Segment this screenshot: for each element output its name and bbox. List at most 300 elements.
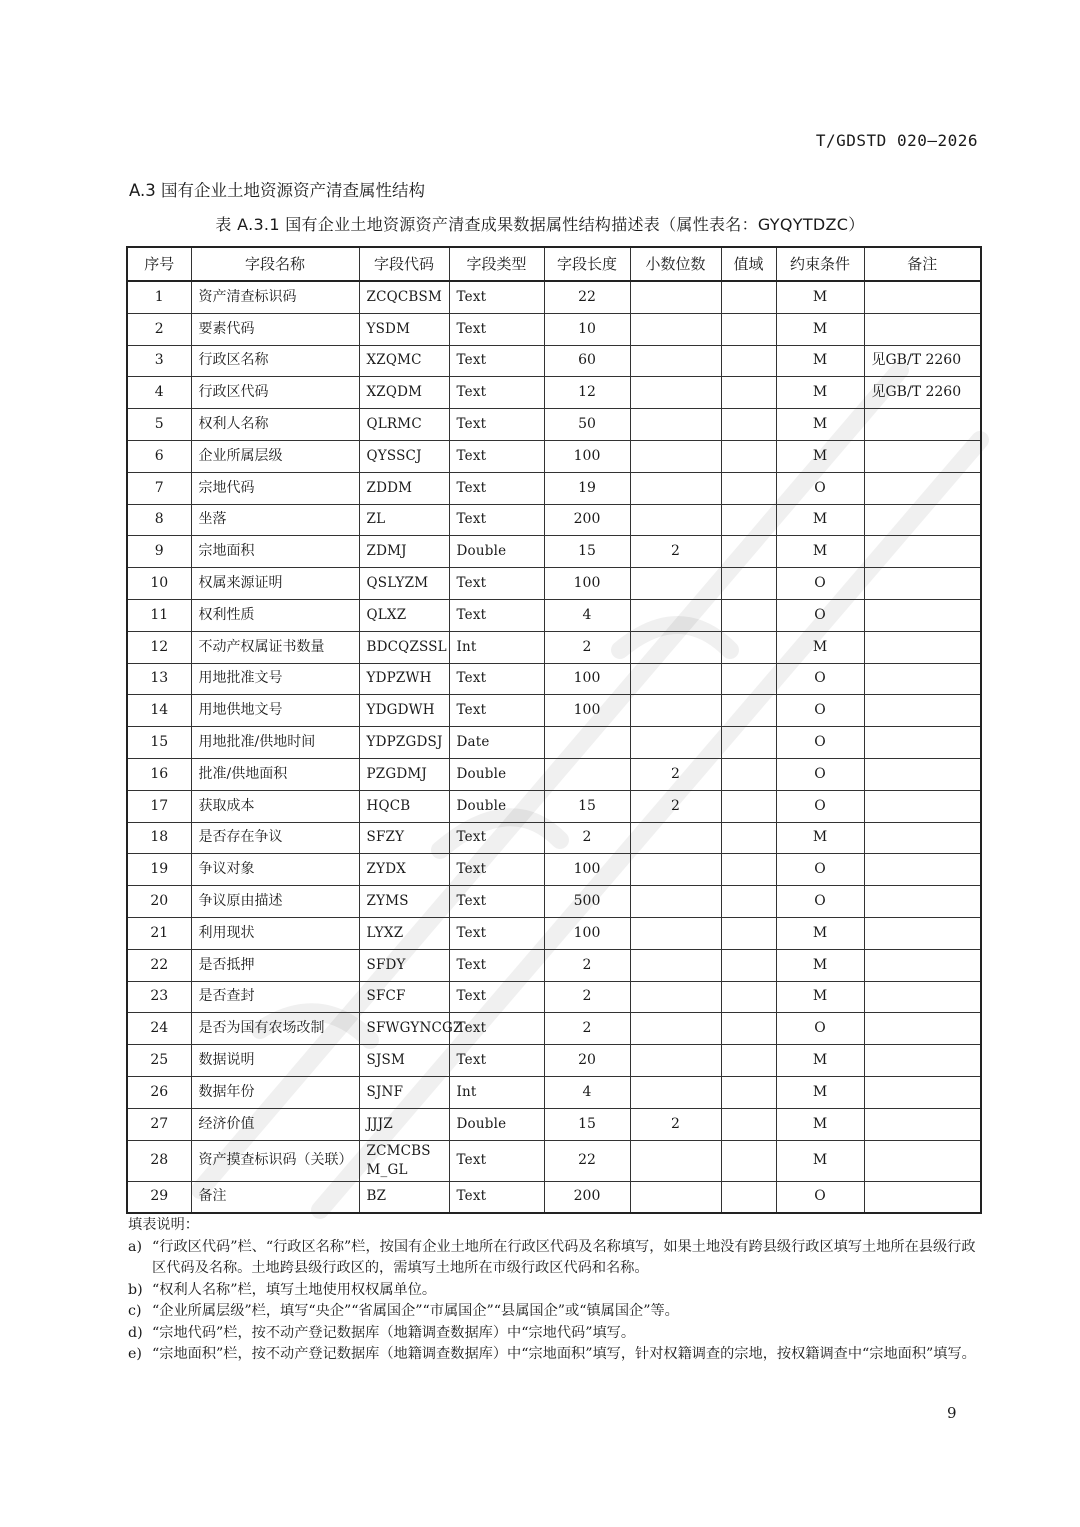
cell-field-name: 是否为国有农场改制 (191, 1013, 359, 1045)
table-row (127, 504, 981, 536)
cell-seq: 22 (127, 949, 191, 981)
cell-range (721, 536, 776, 568)
cell-constraint: M (776, 281, 864, 313)
table-row (127, 568, 981, 600)
cell-range (721, 1013, 776, 1045)
cell-field-code: YDGDWH (359, 695, 449, 727)
cell-field-name: 行政区名称 (191, 345, 359, 377)
cell-decimals (630, 504, 721, 536)
column-header-field-code: 字段代码 (359, 247, 449, 281)
cell-range (721, 631, 776, 663)
cell-field-code: JJJZ (359, 1108, 449, 1140)
cell-constraint: M (776, 1108, 864, 1140)
cell-field-code: SFWGYNCGZ (359, 1013, 449, 1045)
cell-field-type: Int (449, 1076, 544, 1108)
column-header-remark: 备注 (864, 247, 981, 281)
cell-field-code: SFZY (359, 822, 449, 854)
cell-seq: 29 (127, 1181, 191, 1213)
cell-field-type: Int (449, 631, 544, 663)
cell-range (721, 727, 776, 759)
cell-remark (864, 854, 981, 886)
table-row (127, 1076, 981, 1108)
cell-field-type: Text (449, 377, 544, 409)
cell-constraint: O (776, 727, 864, 759)
cell-field-name: 资产清查标识码 (191, 281, 359, 313)
cell-seq: 17 (127, 790, 191, 822)
cell-field-length: 15 (544, 790, 630, 822)
cell-seq: 26 (127, 1076, 191, 1108)
cell-decimals (630, 1045, 721, 1077)
cell-field-name: 数据说明 (191, 1045, 359, 1077)
cell-field-name: 用地批准文号 (191, 663, 359, 695)
table-row (127, 695, 981, 727)
cell-seq: 13 (127, 663, 191, 695)
cell-field-length: 20 (544, 1045, 630, 1077)
cell-remark (864, 1181, 981, 1213)
cell-remark (864, 981, 981, 1013)
cell-constraint: O (776, 599, 864, 631)
cell-decimals (630, 727, 721, 759)
cell-field-name: 是否查封 (191, 981, 359, 1013)
cell-field-name: 权利人名称 (191, 409, 359, 441)
cell-constraint: M (776, 1140, 864, 1181)
cell-constraint: M (776, 504, 864, 536)
cell-field-name: 坐落 (191, 504, 359, 536)
cell-field-type: Text (449, 854, 544, 886)
table-row (127, 758, 981, 790)
cell-seq: 5 (127, 409, 191, 441)
cell-decimals (630, 695, 721, 727)
cell-remark (864, 917, 981, 949)
cell-remark (864, 504, 981, 536)
cell-seq: 24 (127, 1013, 191, 1045)
table-title: 表 A.3.1 国有企业土地资源资产清查成果数据属性结构描述表（属性表名：GYQYTDZC） (215, 215, 865, 234)
table-row (127, 409, 981, 441)
table-row (127, 1045, 981, 1077)
cell-field-length: 100 (544, 917, 630, 949)
note-text: “宗地代码”栏，按不动产登记数据库（地籍调查数据库）中“宗地代码”填写。 (152, 1324, 636, 1341)
cell-remark (864, 1076, 981, 1108)
cell-field-type: Text (449, 663, 544, 695)
cell-field-type: Text (449, 917, 544, 949)
cell-range (721, 409, 776, 441)
cell-constraint: M (776, 1045, 864, 1077)
cell-field-length: 22 (544, 1140, 630, 1181)
cell-seq: 10 (127, 568, 191, 600)
table-row (127, 663, 981, 695)
cell-seq: 18 (127, 822, 191, 854)
cell-field-code: YDPZWH (359, 663, 449, 695)
column-header-field-length: 字段长度 (544, 247, 630, 281)
note-item (128, 1344, 980, 1366)
cell-field-type: Date (449, 727, 544, 759)
cell-field-type: Text (449, 1181, 544, 1213)
cell-field-code: QYSSCJ (359, 440, 449, 472)
cell-constraint: O (776, 1181, 864, 1213)
cell-decimals (630, 854, 721, 886)
cell-field-length: 22 (544, 281, 630, 313)
cell-range (721, 1108, 776, 1140)
cell-field-length: 10 (544, 313, 630, 345)
cell-field-code: LYXZ (359, 917, 449, 949)
cell-seq: 2 (127, 313, 191, 345)
cell-field-name: 是否存在争议 (191, 822, 359, 854)
cell-range (721, 1076, 776, 1108)
cell-decimals (630, 981, 721, 1013)
cell-field-type: Text (449, 1140, 544, 1181)
cell-decimals (630, 949, 721, 981)
note-text: “宗地面积”栏，按不动产登记数据库（地籍调查数据库）中“宗地面积”填写，针对权籍调查的宗地，按权籍调查中“宗地面积”填写。 (152, 1346, 976, 1362)
cell-field-name: 企业所属层级 (191, 440, 359, 472)
cell-field-type: Text (449, 313, 544, 345)
cell-field-length: 60 (544, 345, 630, 377)
cell-field-type: Text (449, 281, 544, 313)
cell-remark (864, 536, 981, 568)
cell-field-type: Text (449, 409, 544, 441)
cell-field-type: Text (449, 949, 544, 981)
document-code: T/GDSTD 020—2026 (815, 131, 978, 150)
cell-range (721, 377, 776, 409)
table-row (127, 917, 981, 949)
cell-remark (864, 631, 981, 663)
cell-seq: 1 (127, 281, 191, 313)
cell-field-length: 50 (544, 409, 630, 441)
cell-field-type: Double (449, 758, 544, 790)
cell-field-length: 4 (544, 599, 630, 631)
note-label: c) (128, 1303, 142, 1319)
column-header-constraint: 约束条件 (776, 247, 864, 281)
cell-field-type: Text (449, 599, 544, 631)
table-body (127, 281, 981, 1213)
cell-field-length: 12 (544, 377, 630, 409)
cell-remark: 见GB/T 2260 (864, 377, 981, 409)
cell-field-name: 要素代码 (191, 313, 359, 345)
table-row (127, 886, 981, 918)
cell-range (721, 854, 776, 886)
cell-range (721, 313, 776, 345)
cell-field-type: Text (449, 472, 544, 504)
cell-field-length: 2 (544, 631, 630, 663)
cell-field-name: 利用现状 (191, 917, 359, 949)
cell-remark (864, 313, 981, 345)
note-item (128, 1237, 980, 1280)
cell-constraint: M (776, 822, 864, 854)
fill-instructions (128, 1215, 980, 1366)
cell-range (721, 345, 776, 377)
cell-seq: 23 (127, 981, 191, 1013)
cell-field-code: SFCF (359, 981, 449, 1013)
cell-field-name: 是否抵押 (191, 949, 359, 981)
cell-decimals (630, 377, 721, 409)
note-item (128, 1301, 980, 1323)
cell-field-length: 2 (544, 949, 630, 981)
cell-field-code: SJSM (359, 1045, 449, 1077)
cell-field-type: Text (449, 504, 544, 536)
cell-field-name: 批准/供地面积 (191, 758, 359, 790)
cell-constraint: M (776, 409, 864, 441)
cell-decimals (630, 822, 721, 854)
cell-range (721, 472, 776, 504)
cell-remark (864, 949, 981, 981)
cell-field-code: YSDM (359, 313, 449, 345)
table-row (127, 631, 981, 663)
cell-remark (864, 1140, 981, 1181)
table-row (127, 536, 981, 568)
column-header-field-type: 字段类型 (449, 247, 544, 281)
cell-range (721, 1140, 776, 1181)
cell-decimals (630, 1013, 721, 1045)
cell-field-code: SJNF (359, 1076, 449, 1108)
cell-remark (864, 663, 981, 695)
cell-field-length: 200 (544, 504, 630, 536)
cell-field-code: XZQDM (359, 377, 449, 409)
cell-constraint: M (776, 440, 864, 472)
cell-field-length: 100 (544, 854, 630, 886)
cell-remark (864, 440, 981, 472)
table-row (127, 440, 981, 472)
cell-decimals (630, 313, 721, 345)
cell-constraint: O (776, 790, 864, 822)
cell-constraint: O (776, 886, 864, 918)
cell-field-type: Text (449, 1013, 544, 1045)
notes-title: 填表说明： (128, 1217, 199, 1233)
cell-seq: 15 (127, 727, 191, 759)
cell-field-code: ZL (359, 504, 449, 536)
cell-field-name: 权利性质 (191, 599, 359, 631)
cell-range (721, 599, 776, 631)
cell-field-code: BZ (359, 1181, 449, 1213)
cell-constraint: O (776, 1013, 864, 1045)
cell-remark (864, 822, 981, 854)
cell-constraint: O (776, 758, 864, 790)
table-row (127, 949, 981, 981)
cell-range (721, 822, 776, 854)
cell-range (721, 949, 776, 981)
cell-range (721, 695, 776, 727)
cell-field-length: 2 (544, 981, 630, 1013)
cell-field-length: 15 (544, 536, 630, 568)
table-row (127, 313, 981, 345)
cell-decimals (630, 599, 721, 631)
note-item (128, 1323, 980, 1345)
cell-seq: 6 (127, 440, 191, 472)
cell-remark (864, 790, 981, 822)
cell-range (721, 981, 776, 1013)
column-header-decimals: 小数位数 (630, 247, 721, 281)
cell-seq: 25 (127, 1045, 191, 1077)
cell-field-name: 权属来源证明 (191, 568, 359, 600)
cell-constraint: O (776, 568, 864, 600)
cell-decimals: 2 (630, 1108, 721, 1140)
cell-seq: 12 (127, 631, 191, 663)
table-row (127, 727, 981, 759)
cell-seq: 7 (127, 472, 191, 504)
cell-remark (864, 281, 981, 313)
cell-constraint: M (776, 1076, 864, 1108)
cell-decimals (630, 917, 721, 949)
cell-decimals: 2 (630, 790, 721, 822)
cell-field-code: ZCMCBSM_GL (359, 1140, 449, 1181)
column-header-field-name: 字段名称 (191, 247, 359, 281)
cell-seq: 21 (127, 917, 191, 949)
cell-constraint: O (776, 854, 864, 886)
cell-field-type: Text (449, 1045, 544, 1077)
cell-field-name: 用地批准/供地时间 (191, 727, 359, 759)
cell-decimals (630, 472, 721, 504)
table-row (127, 1013, 981, 1045)
cell-decimals (630, 409, 721, 441)
cell-field-length: 15 (544, 1108, 630, 1140)
cell-field-name: 数据年份 (191, 1076, 359, 1108)
note-label: e) (128, 1346, 142, 1362)
cell-decimals (630, 631, 721, 663)
cell-decimals (630, 1181, 721, 1213)
cell-constraint: O (776, 695, 864, 727)
cell-constraint: M (776, 631, 864, 663)
cell-remark (864, 695, 981, 727)
cell-decimals (630, 568, 721, 600)
cell-range (721, 790, 776, 822)
cell-field-code: ZDMJ (359, 536, 449, 568)
cell-field-length: 100 (544, 663, 630, 695)
cell-field-code: PZGDMJ (359, 758, 449, 790)
cell-field-type: Text (449, 345, 544, 377)
cell-remark (864, 1045, 981, 1077)
cell-field-code: SFDY (359, 949, 449, 981)
table-row (127, 472, 981, 504)
table-row (127, 790, 981, 822)
cell-field-name: 用地供地文号 (191, 695, 359, 727)
cell-range (721, 917, 776, 949)
cell-constraint: M (776, 345, 864, 377)
cell-seq: 8 (127, 504, 191, 536)
cell-remark (864, 568, 981, 600)
cell-constraint: O (776, 663, 864, 695)
cell-field-length: 500 (544, 886, 630, 918)
cell-field-length (544, 758, 630, 790)
cell-field-name: 宗地代码 (191, 472, 359, 504)
cell-field-length: 100 (544, 568, 630, 600)
cell-field-name: 宗地面积 (191, 536, 359, 568)
cell-field-type: Text (449, 886, 544, 918)
cell-decimals: 2 (630, 758, 721, 790)
cell-field-name: 获取成本 (191, 790, 359, 822)
cell-decimals (630, 886, 721, 918)
cell-seq: 16 (127, 758, 191, 790)
cell-seq: 28 (127, 1140, 191, 1181)
cell-field-type: Text (449, 695, 544, 727)
cell-range (721, 440, 776, 472)
cell-seq: 9 (127, 536, 191, 568)
table-row (127, 345, 981, 377)
table-row (127, 1108, 981, 1140)
table-row (127, 981, 981, 1013)
note-label: b) (128, 1281, 143, 1298)
cell-field-code: ZYDX (359, 854, 449, 886)
cell-field-code: ZCQCBSM (359, 281, 449, 313)
cell-field-code: ZDDM (359, 472, 449, 504)
cell-field-name: 不动产权属证书数量 (191, 631, 359, 663)
cell-field-length: 200 (544, 1181, 630, 1213)
cell-field-type: Double (449, 1108, 544, 1140)
table-row (127, 599, 981, 631)
cell-field-length: 2 (544, 822, 630, 854)
cell-constraint: M (776, 917, 864, 949)
cell-field-name: 资产摸查标识码（关联） (191, 1140, 359, 1181)
cell-constraint: M (776, 536, 864, 568)
cell-field-type: Text (449, 822, 544, 854)
cell-seq: 4 (127, 377, 191, 409)
table-header-row (127, 247, 981, 281)
cell-field-length: 4 (544, 1076, 630, 1108)
cell-range (721, 758, 776, 790)
cell-remark (864, 1013, 981, 1045)
column-header-range: 值域 (721, 247, 776, 281)
cell-constraint: O (776, 472, 864, 504)
cell-field-name: 争议原由描述 (191, 886, 359, 918)
note-label: a) (128, 1238, 142, 1255)
cell-field-length: 19 (544, 472, 630, 504)
cell-range (721, 663, 776, 695)
cell-field-name: 备注 (191, 1181, 359, 1213)
cell-range (721, 886, 776, 918)
cell-field-code: ZYMS (359, 886, 449, 918)
note-label: d) (128, 1324, 143, 1341)
cell-constraint: M (776, 981, 864, 1013)
cell-remark: 见GB/T 2260 (864, 345, 981, 377)
table-row (127, 1140, 981, 1181)
table-row (127, 1181, 981, 1213)
cell-field-name: 经济价值 (191, 1108, 359, 1140)
attribute-table (126, 246, 982, 1214)
cell-range (721, 1045, 776, 1077)
cell-decimals (630, 281, 721, 313)
cell-field-name: 争议对象 (191, 854, 359, 886)
cell-decimals: 2 (630, 536, 721, 568)
cell-field-code: QLRMC (359, 409, 449, 441)
cell-decimals (630, 1140, 721, 1181)
cell-range (721, 568, 776, 600)
cell-seq: 14 (127, 695, 191, 727)
note-item (128, 1280, 980, 1302)
section-title: A.3 国有企业土地资源资产清查属性结构 (129, 181, 425, 200)
cell-decimals (630, 440, 721, 472)
cell-decimals (630, 345, 721, 377)
cell-remark (864, 599, 981, 631)
note-text: “行政区代码”栏、“行政区名称”栏，按国有企业土地所在行政区代码及名称填写，如果土地没有跨县级行政区填写土地所在县级行政区代码及名称。土地跨县级行政区的，需填写土地所在市级行政区代码和名称。 (152, 1238, 976, 1276)
cell-field-length: 100 (544, 695, 630, 727)
cell-field-length: 100 (544, 440, 630, 472)
cell-seq: 27 (127, 1108, 191, 1140)
cell-constraint: M (776, 377, 864, 409)
cell-remark (864, 472, 981, 504)
cell-remark (864, 727, 981, 759)
cell-field-type: Double (449, 790, 544, 822)
cell-field-code: XZQMC (359, 345, 449, 377)
cell-field-type: Text (449, 981, 544, 1013)
cell-range (721, 281, 776, 313)
cell-remark (864, 758, 981, 790)
table-row (127, 854, 981, 886)
column-header-seq: 序号 (127, 247, 191, 281)
cell-field-code: BDCQZSSL (359, 631, 449, 663)
table-row (127, 377, 981, 409)
cell-field-type: Double (449, 536, 544, 568)
page-number: 9 (947, 1404, 957, 1422)
cell-seq: 11 (127, 599, 191, 631)
cell-seq: 19 (127, 854, 191, 886)
cell-field-code: QLXZ (359, 599, 449, 631)
